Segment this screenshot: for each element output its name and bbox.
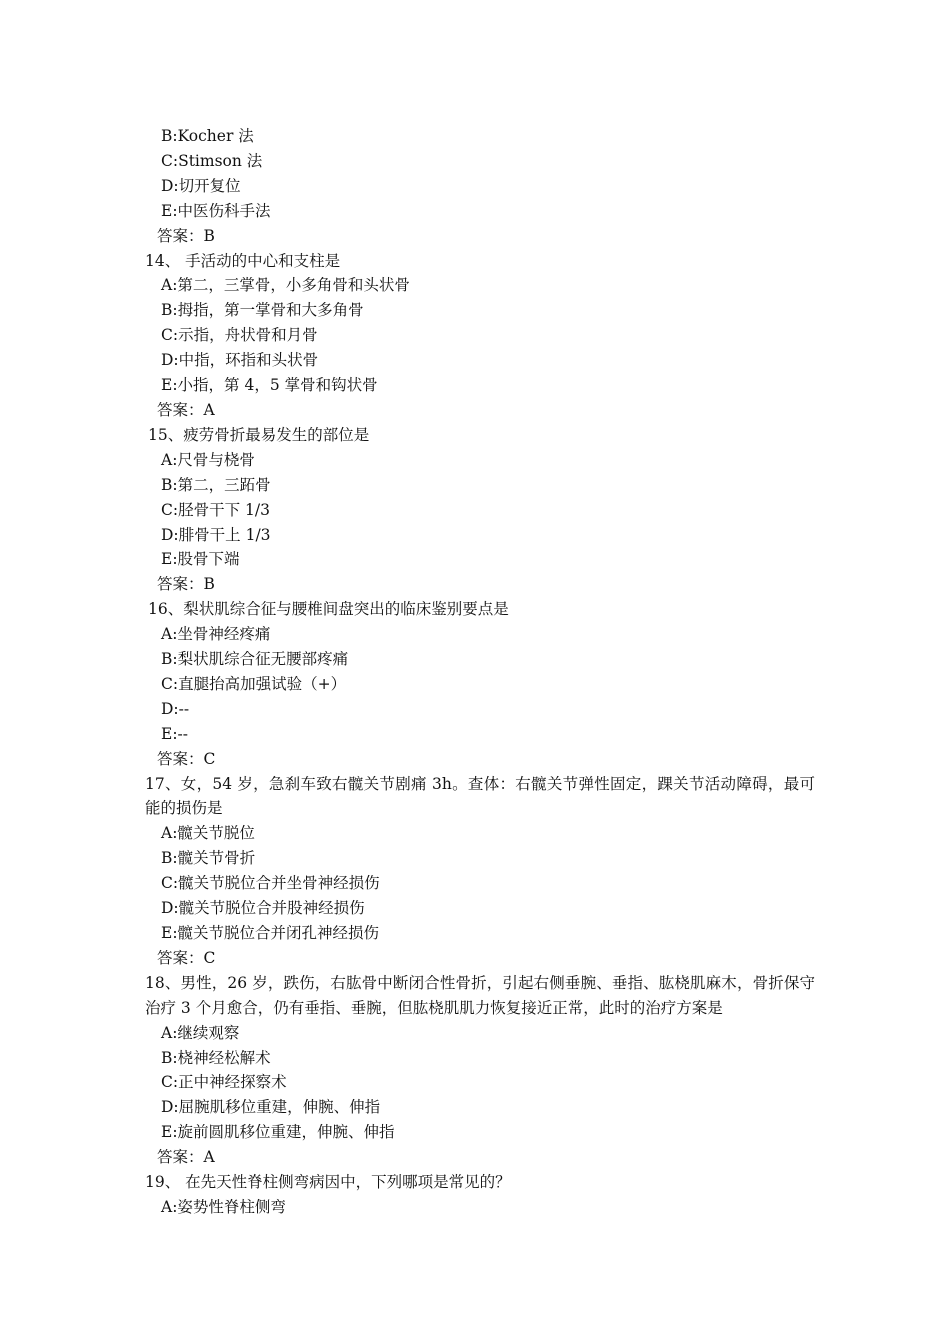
option-c: C:正中神经探察术 xyxy=(161,1073,287,1092)
answer-line: 答案：A xyxy=(157,400,215,419)
option-e: E:中医伤科手法 xyxy=(161,201,271,220)
question-stem: 19、 在先天性脊柱侧弯病因中，下列哪项是常见的？ xyxy=(145,1173,511,1192)
option-c: C:髋关节脱位合并坐骨神经损伤 xyxy=(161,874,380,893)
option-c: C:Stimson 法 xyxy=(161,151,263,170)
option-e: E:股骨下端 xyxy=(161,550,240,569)
option-b: B:梨状肌综合征无腰部疼痛 xyxy=(161,650,349,669)
option-d: D:髋关节脱位合并股神经损伤 xyxy=(161,899,365,918)
option-a: A:坐骨神经疼痛 xyxy=(161,625,271,644)
question-stem: 17、女，54 岁，急刹车致右髋关节剧痛 3h。查体：右髋关节弹性固定，踝关节活动障碍，最可能的损伤是 xyxy=(145,774,815,818)
answer-line: 答案：B xyxy=(157,575,215,594)
option-a: A:姿势性脊柱侧弯 xyxy=(161,1197,286,1216)
option-b: B:桡神经松解术 xyxy=(161,1048,271,1067)
answer-line: 答案：A xyxy=(157,1148,215,1167)
option-d: D:中指，环指和头状骨 xyxy=(161,351,319,370)
option-d: D:切开复位 xyxy=(161,176,241,195)
option-a: A:继续观察 xyxy=(161,1023,240,1042)
option-a: A:尺骨与桡骨 xyxy=(161,450,255,469)
option-b: B:Kocher 法 xyxy=(161,127,254,145)
option-b: B:第二，三跖骨 xyxy=(161,475,271,494)
option-a: A:髋关节脱位 xyxy=(161,824,255,843)
option-c: C:直腿抬高加强试验（+） xyxy=(161,674,347,693)
option-b: B:髋关节骨折 xyxy=(161,849,256,868)
option-c: C:示指，舟状骨和月骨 xyxy=(161,326,318,345)
option-e: E:小指，第 4，5 掌骨和钩状骨 xyxy=(161,376,378,395)
question-stem: 14、 手活动的中心和支柱是 xyxy=(145,251,341,270)
option-e: E:髋关节脱位合并闭孔神经损伤 xyxy=(161,924,380,942)
option-d: D:-- xyxy=(161,699,190,718)
question-list xyxy=(145,124,815,1220)
option-a: A:第二，三掌骨，小多角骨和头状骨 xyxy=(161,276,410,295)
option-e: E:旋前圆肌移位重建，伸腕、伸指 xyxy=(161,1123,395,1142)
option-d: D:屈腕肌移位重建，伸腕、伸指 xyxy=(161,1098,381,1117)
option-e: E:-- xyxy=(161,724,189,743)
question-stem: 16、梨状肌综合征与腰椎间盘突出的临床鉴别要点是 xyxy=(148,600,509,619)
option-c: C:胫骨干下 1/3 xyxy=(161,500,270,519)
question-stem: 15、疲劳骨折最易发生的部位是 xyxy=(148,425,370,444)
question-stem: 18、男性，26 岁，跌伤，右肱骨中断闭合性骨折，引起右侧垂腕、垂指、肱桡肌麻木，骨折保守治疗 3 个月愈合，仍有垂指、垂腕，但肱桡肌肌力恢复接近正常，此时的治疗方案是 xyxy=(145,973,815,1017)
answer-line: 答案：C xyxy=(157,948,216,967)
answer-line: 答案：C xyxy=(157,749,216,768)
option-d: D:腓骨干上 1/3 xyxy=(161,525,271,544)
option-b: B:拇指，第一掌骨和大多角骨 xyxy=(161,301,364,320)
answer-line: 答案：B xyxy=(157,226,215,245)
